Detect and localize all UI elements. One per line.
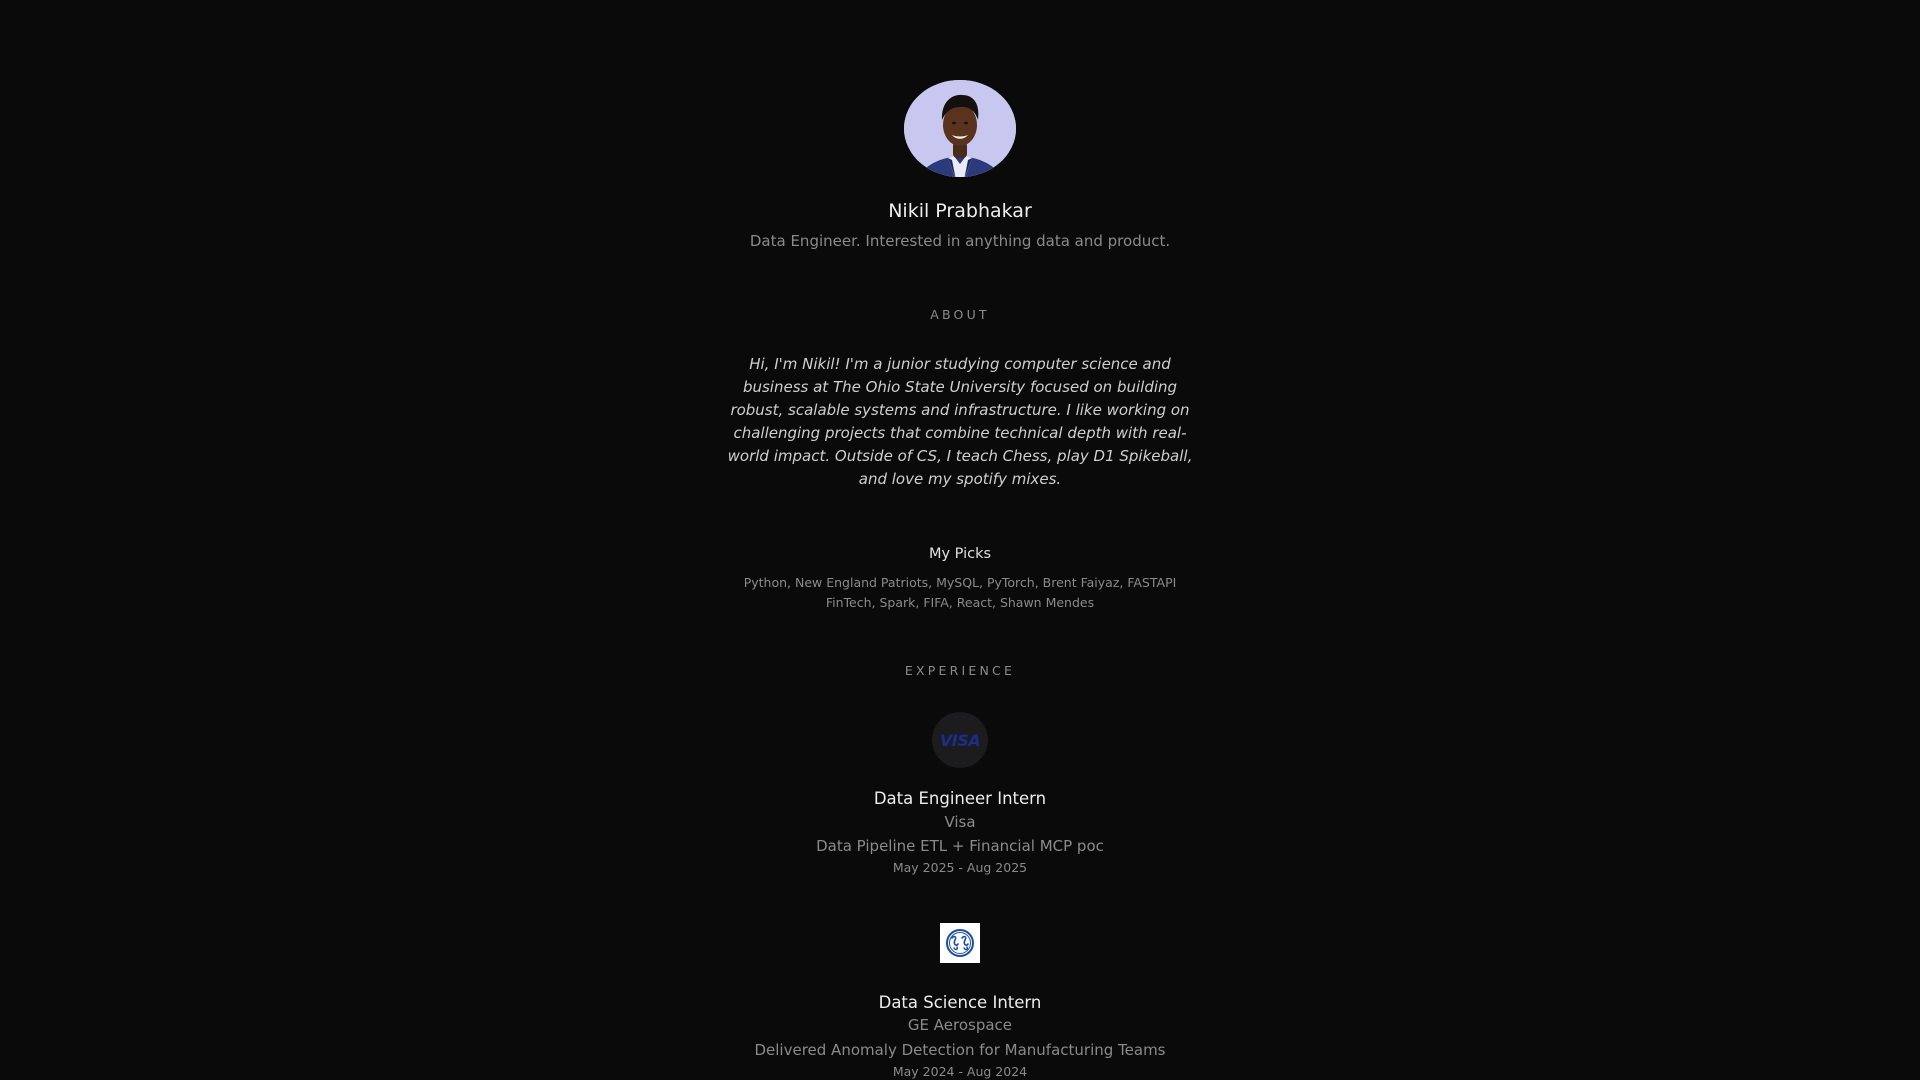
experience-description: Delivered Anomaly Detection for Manufacturing Teams xyxy=(754,1040,1166,1059)
experience-company: Visa xyxy=(944,812,976,831)
experience-item-visa xyxy=(816,712,1104,876)
experience-dates: May 2024 - Aug 2024 xyxy=(892,1063,1028,1079)
experience-item-ge xyxy=(754,923,1165,1080)
picks-title: My Picks xyxy=(928,546,992,563)
about-section-title: ABOUT xyxy=(930,306,990,322)
experience-dates: May 2025 - Aug 2025 xyxy=(892,860,1028,876)
experience-role: Data Engineer Intern xyxy=(873,789,1047,809)
picks-line: Python, New England Patriots, MySQL, PyTorch, Brent Faiyaz, FASTAPI xyxy=(743,574,1177,590)
profile-avatar xyxy=(904,80,1016,177)
experience-description: Data Pipeline ETL + Financial MCP poc xyxy=(816,837,1104,856)
picks-line: FinTech, Spark, FIFA, React, Shawn Mendes xyxy=(825,594,1095,610)
experience-role: Data Science Intern xyxy=(878,992,1042,1012)
experience-company: GE Aerospace xyxy=(907,1016,1013,1034)
experience-section-title: EXPERIENCE xyxy=(904,662,1016,678)
about-text: Hi, I'm Nikil! I'm a junior studying computer science and business at The Ohio State University focused on building robust, scalable systems and infrastructure. I like working on challenging projects that combine technical depth with real-world impact. Outside of CS, I teach Chess, play D1 Spikeball, and love my spotify mixes. xyxy=(727,355,1193,489)
profile-name: Nikil Prabhakar xyxy=(888,200,1032,223)
ge-logo-icon xyxy=(940,923,980,963)
avatar-photo-icon xyxy=(904,80,1016,177)
profile-tagline: Data Engineer. Interested in anything data and product. xyxy=(749,232,1171,251)
visa-logo-icon: VISA xyxy=(932,712,988,768)
